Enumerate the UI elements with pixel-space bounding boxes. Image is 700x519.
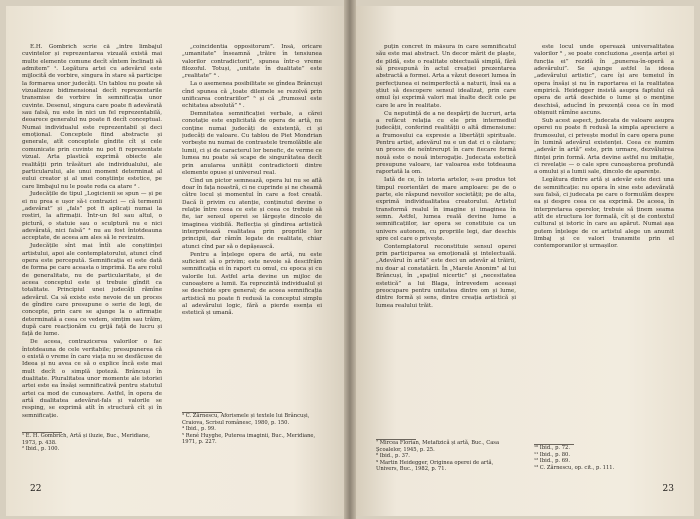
- left-page-footnotes-1: [22, 432, 162, 453]
- left-page: [6, 6, 344, 516]
- paragraph: Contemplatorul reconstituie sensul operei prin participarea sa emoțională și intelectuală. „Adevărul în artă” este deci un adevăr al trăirii, nu doar al constatării. În „Marele Anonim” al lui Brâncuși, în „spațiul nicertic” și „necesitatea estetică” a lui Blaga, întrevedem aceeași preocupare pentru unitatea dintre om și lume, dintre formă și sens, dintre creația artistică și lumea realului trăit.: [376, 243, 516, 309]
- paragraph: Iată de ce, în istoria artelor, s-au produs tot timpul reorientări de mare amploare: pe de o parte, ele răspund nevoilor societății; pe de alta, exprimă individualitatea creatorului. Artistul transformă realul în imagine și imaginea în semn. Astfel, lumea reală devine lume a semnificațiilor, iar opera se constituie ca un univers autonom, cu propriile legi, dar deschis spre cel care o privește.: [376, 177, 516, 242]
- paragraph: Cu neputință de a ne despărți de lucruri, arta a refăcut relația cu ele prin intermediul judecății, conferind realității o altă dimensiune: a frumosului ca expresie a libertății spirituale. Pentru artist, adevărul nu e un dat ci o căutare; un proces de neîntrerupt în care fiecare formă nouă este o nouă interogație. Judecata estetică presupune valoare, iar valoarea este totdeauna raportată la om.: [376, 110, 516, 176]
- page-number: 22: [30, 484, 42, 494]
- page-number: 23: [662, 484, 674, 494]
- paragraph: Cînd un pictor semnează, opera lui nu se află doar în fața noastră, ci ne cuprinde și ne cheamă către locul și momentul în care a fost creată. Dacă îi privim cu atenție, conținutul devine o relație între ceea ce este și ceea ce trebuie să fie, iar sensul operei se lărgește dincolo de imaginea vizibilă. Reflecția și gîndirea artistică interpretează realitatea prin propriile lor principii, dar rămîn legate de realitate, chiar atunci cînd par să o depășească.: [182, 177, 322, 250]
- paragraph: Judecățile sînt mai întîi ale conștiinței artistului, apoi ale contemplatorului, atunci cînd opera este percepută. Semnificația ei este dată de forma pe care aceasta o imprimă. Ea are rolul de generalitate, nu de particularitate, și de aceea conceptul este și trebuie gîndit ca totalitate. Principiul unei judecăți rămîne adevărul. Ca să existe este nevoie de un proces de gîndire care presupune o serie de legi, de concepte, prin care se ajunge la o afirmație determinată a ceea ce vedem, simțim sau trăim, după care reacționăm cu grijă față de lucru și față de lume.: [22, 243, 162, 338]
- paragraph: Demnitatea semnificației verbale, a cărei conotație este explicitată de opera de artă, nu conține numai judecăți de existență, ci și judecăți de valoare. Cu tablou de Piet Mondrian vorbește nu numai de contrastele tremolăbile ale lumii, ci și de caracterul lor benefic, de verme ce lumea nu poate să scape de singurătatea decît prin anularea unității contradictorii dintre elemente opuse și universul real.: [182, 111, 322, 176]
- paragraph: Judecățile de tipul „Logicienii se spun — și pe ei nu prea e ușor să-i contrazici — că termenii „adevărat” și „fals” pot fi aplicați numai la rostiri, la afirmații. Într-un fel sau altul, o pictură, o statuie sau o sculptură nu e nici adevărată, nici falsă” ³ nu au fost întotdeauna acceptate, de aceea am ales să le revizuim.: [22, 191, 162, 242]
- footnote: ¹ E. H. Gombrich, Artă și iluzie, Buc., Meridiane, 1973, p. 438.: [22, 433, 150, 446]
- footnote: ¹³ C. Zărnescu, op. cit., p. 111.: [534, 464, 615, 471]
- paragraph: Legătura dintre artă și adevăr este deci una de semnificație: nu opera în sine este adevărată sau falsă, ci judecata pe care o formulăm despre ea și despre ceea ce ea exprimă. De aceea, în interpretarea operelor, trebuie să ținem seama atît de structura lor formală, cît și de contextul cultural și istoric în care au apărut. Numai așa putem înțelege de ce artistul alege un anumit limbaj și ce valori transmite prin el contemporanilor și urmașilor.: [534, 177, 674, 250]
- footnote: ¹¹ Ibid., p. 80.: [534, 451, 570, 458]
- paragraph: Sub acest aspect, judecata de valoare asupra operei nu poate fi redusă la simpla apreciere a frumosului, ci privește modul în care opera pune în lumină adevărul existenței. Ceea ce numim „adevăr în artă” este, prin urmare, dezvăluirea ființei prin formă. Arta devine astfel nu imitație, ci revelație — o cale spre cunoașterea profundă a omului și a lumii sale, dincolo de aparențe.: [534, 117, 674, 176]
- right-page-footnotes-2: [534, 444, 674, 471]
- footnote: ² Ibid., p. 100.: [22, 446, 60, 453]
- footnote: ⁷ Mircea Florian, Metafizică și artă, Buc., Casa Școalelor, 1945, p. 25.: [376, 440, 500, 453]
- paragraph: „coincidentia oppositorum”. Însă, oricare „umanitate” înseamnă „trăire în tensiunea valorilor contradictorii”, spunea într-o vreme filozoful. Totuși, „unitate în dualitate” este „realitate” ⁴ .: [182, 44, 322, 80]
- paragraph: este locul unde operează universalitatea valorilor ⁶ , se poate concluziona „esența artei și funcția ei” rezidă în „punerea-în-operă a adevărului”. Se ajunge astfel la ideea „adevărului artistic”, care își are temeiul în opera însăși și nu în raportarea ei la realitatea empirică. Heidegger insistă asupra faptului că opera de artă deschide o lume și o menține deschisă, aducînd în prezență ceea ce în mod obișnuit rămîne ascuns.: [534, 44, 674, 117]
- footnote: ⁸ Ibid., p. 37.: [376, 453, 410, 460]
- paragraph: De aceea, contrazicerea valorilor o fac întotdeauna de cele veritabile; presupunerea că o există o vreme în care viața nu se desfăcuse de Ideea și nu avea ce să o explice încă este mai mult decît o simplă ipoteză. Brâncuși în dualitate. Pluralitatea unor momente ale istoriei artei este ea însăși semnificativă pentru statutul artei ca mod de cunoaștere. Astfel, în opera de artă dualitatea adevărat-fals și valorile se resping, se exprimă atît în structură cît și în semnificație.: [22, 339, 162, 419]
- right-page-column-1: [376, 44, 516, 436]
- right-page: [356, 6, 694, 516]
- paragraph: La o asemenea posibilitate se gîndea Brâncuși cînd spunea că „toate dilemele se rezolvă prin unificarea contrariilor” ⁵ și că „frumosul este echitatea absolută” ⁶ .: [182, 81, 322, 110]
- paragraph: Pentru a înțelege opera de artă, nu este suficient să o privim; este nevoie să descifrăm semnificația ei în raport cu omul, cu epoca și cu valorile lui. Astfel arta devine un mijloc de cunoaștere a lumii. Ea reprezintă individualul și se deschide spre general; de aceea semnificația artistică nu poate fi redusă la conceptul simplu al adevărului logic, fără a pierde esența ei estetică și umană.: [182, 251, 322, 317]
- right-page-footnotes-1: [376, 439, 516, 473]
- footnote: ⁴ Ibid., p. 99.: [182, 426, 216, 433]
- paragraph: E.H. Gombrich scrie că „între limbajul cuvintelor și reprezentarea vizuală există mai multe elemente comune decît sîntem înclinați să admitem” ¹. Legătura artei cu adevărul este mijlocită de vorbire, singura în stare să participe la formarea unor judecăți. Un tablou nu poate să vizualizeze bidimensional decît reprezentarile transmise de vorbire în semnificația unor cuvinte. Desenul, singura care poate fi adevărată sau falsă, nu este în nici un fel reprezentabilă, deoarece generalul nu poate fi decît conceptual. Numai individualul este reprezentabil și deci emoțional. Conceptele fiind abstracte și generale, atît conceptele gîndite cît și cele comunicate prin cuvinte nu pot fi reprezentate vizual. Arta plastică exprimă obiecte ale realității prin trăsături ale individualului, ale particularului, ale unui moment determinat al eului creator și al unei conștiințe estetice, pe care limbajul nu le poate reda ca atare ² .: [22, 44, 162, 190]
- footnote: ⁵ René Huyghe, Puterea imaginii, Buc., Meridiane, 1971, p. 227.: [182, 432, 316, 446]
- paragraph: puțin concret în măsura în care semnificatul său este mai abstract. Un decor mărit de plaște, de pildă, este o realitate obiectuală simplă, fără să presupună în actul creației prezentarea abstractă a formei. Arta a văzut deseori lumea în perfecțiunea ei neimperfectă a naturii, însă ea a știut să descopere sensul idealizat, prin care omul își exprimă valori mai înalte decît cele pe care le are în realitate.: [376, 44, 516, 109]
- footnote: ⁹ Martin Heidegger, Originea operei de artă, Univers, Buc., 1982, p. 71.: [376, 459, 494, 473]
- right-page-column-2: [534, 44, 674, 441]
- left-page-footnotes-2: [182, 412, 322, 446]
- left-page-column-1: [22, 44, 162, 429]
- footnote: ¹⁰ Ibid., p. 72.: [534, 445, 570, 451]
- footnote: ³ C. Zărnescu, Aforismele și textele lui Brâncuși, Craiova, Scrisul românesc, 1980, p. 150.: [182, 413, 310, 426]
- footnote: ¹² Ibid., p. 69.: [534, 458, 570, 465]
- left-page-column-2: [182, 44, 322, 412]
- book-gutter: [344, 0, 356, 519]
